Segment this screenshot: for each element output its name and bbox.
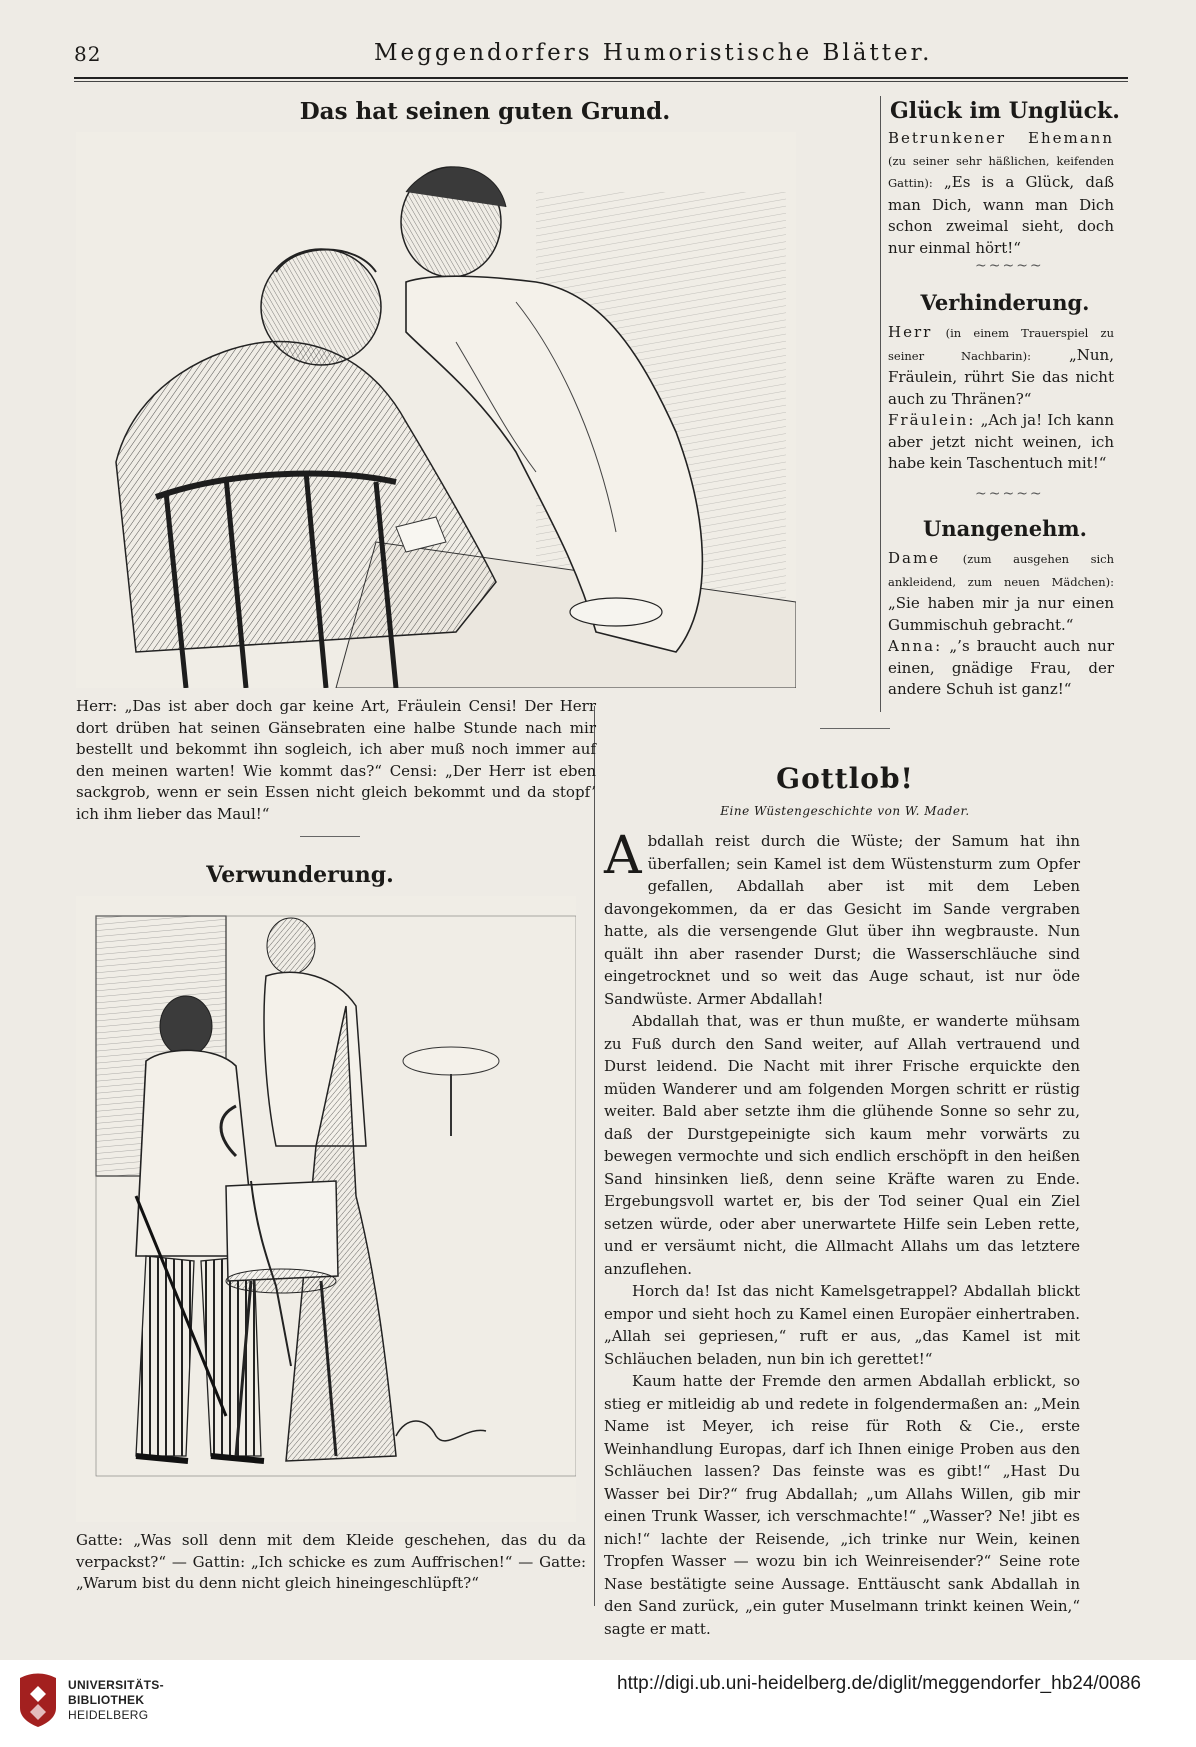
story-paragraph-2: Abdallah that, was er thun mußte, er wanderte mühsam zu Fuß durch den Sand weiter, auf Allah vertrauend und Durst leidend. Die Nacht mit ihrer Frische erquickte den müden Wanderer und am folgenden Morgen schritt er rüstig weiter. Bald aber setzte ihm die glühende Sonne so sehr zu, daß der Durstgepeinigte sich kaum mehr vorwärts zu bewegen vermochte und sich endlich erschöpft in den heißen Sand hinsinken ließ, denn seine Kräfte waren zu Ende. Ergebungsvoll wartet er, bis der Tod seiner Qual ein Ziel setzen würde, oder aber unerwartete Hilfe sein Leben rette, und er versäumt nicht, die Allmacht Allahs um das letztere anzuflehen. [604, 1012, 1080, 1278]
sidebar-item3-text1: „Sie haben mir ja nur einen Gummischuh gebracht.“ [888, 594, 1114, 634]
sidebar-separator-2: ~~~~~ [975, 486, 1044, 502]
sidebar-separator-1: ~~~~~ [975, 258, 1044, 274]
sidebar-item1-body [888, 128, 1114, 259]
story-paragraph-1: Abdallah reist durch die Wüste; der Samum hat ihn überfallen; sein Kamel ist dem Wüstensturm zum Opfer gefallen, Abdallah aber ist mit dem Leben davongekommen, da er das Gesicht im Sande vergraben hatte, als die versengende Glut über ihn wegbrauste. Nun quält ihn aber rasender Durst; die Wasserschläuche sind eingetrocknet und so weit das Auge schaut, ist nur öde Sandwüste. Armer Abdallah! [604, 826, 1080, 1008]
running-title: Meggendorfers Humoristische Blätter. [374, 40, 933, 66]
sidebar-item1-title: Glück im Unglück. [890, 98, 1120, 124]
header-rule-thin [74, 81, 1128, 82]
page-header [74, 38, 1134, 74]
source-url[interactable]: http://digi.ub.uni-heidelberg.de/diglit/meggendorfer_hb24/0086 [617, 1673, 1141, 1694]
cartoon2-illustration [76, 896, 576, 1522]
story-top-rule [820, 728, 890, 729]
cartoon1-caption: Herr: „Das ist aber doch gar keine Art, Fräulein Censi! Der Herr dort drüben hat seinen Gänsebraten eine halbe Stunde nach mir bestellt und bekommt ihn sogleich, ich aber muß noch immer auf den meinen warten! Wie kommt das?“ Censi: „Der Herr ist eben sackgrob, wenn er sein Essen nicht gleich bekommt und da stopf’ ich ihm lieber das Maul!“ [76, 697, 596, 823]
cartoon2-title: Verwunderung. [206, 862, 394, 888]
column-rule-story [594, 706, 595, 1606]
sidebar-item2-text1: „Nun, Fräulein, rührt Sie das nicht auch zu Thränen?“ [888, 345, 1114, 408]
university-seal-icon [12, 1672, 62, 1728]
sidebar-item2-body [888, 322, 1114, 475]
sidebar-item3-text2: „’s braucht auch nur einen, gnädige Frau, der andere Schuh ist ganz!“ [888, 637, 1114, 698]
library-name-line1: UNIVERSITÄTS- [68, 1678, 164, 1692]
cartoon1-title: Das hat seinen guten Grund. [299, 98, 671, 125]
page-number: 82 [74, 42, 102, 66]
sidebar-item2-stage1: (in einem Trauerspiel zu seiner Nachbarin): [888, 326, 1114, 363]
sidebar-item1-stage: (zu seiner sehr häßlichen, keifenden Gattin): [888, 153, 1114, 190]
story-dropcap: A [604, 826, 642, 886]
story-paragraph-3: Horch da! Ist das nicht Kamelsgetrappel? Abdallah blickt empor und sieht hoch zu Kamel einen Europäer einhertraben. „Allah sei gepriesen,“ ruft er aus, „das Kamel ist mit Schläuchen beladen, nun bin ich gerettet!“ [604, 1282, 1080, 1368]
sidebar-item2-text2: „Ach ja! Ich kann aber jetzt nicht weinen, ich habe kein Taschentuch mit!“ [888, 411, 1114, 472]
sidebar-item3-speaker2: Anna: [888, 637, 943, 655]
cartoon2-caption: Gatte: „Was soll denn mit dem Kleide geschehen, das du da verpackst?“ — Gattin: „Ich schicke es zum Auffrischen!“ — Gatte: „Warum bist du denn nicht gleich hineingeschlüpft?“ [76, 1531, 586, 1592]
sidebar-item3-stage1: (zum ausgehen sich ankleidend, zum neuen Mädchen): [888, 552, 1114, 589]
cartoon1-illustration [76, 132, 796, 688]
sidebar-item2-speaker1: Herr [888, 323, 933, 341]
sidebar-item3-speaker1: Dame [888, 549, 941, 567]
separator-rule [300, 836, 360, 837]
header-rule [74, 77, 1128, 79]
story-title: Gottlob! [776, 762, 914, 795]
sidebar-item1-text: „Es is a Glück, daß man Dich, wann man Dich schon zweimal sieht, doch nur einmal hört!“ [888, 173, 1114, 257]
library-name-line2: BIBLIOTHEK [68, 1693, 145, 1707]
story-paragraph-4: Kaum hatte der Fremde den armen Abdallah erblickt, so stieg er mitleidig ab und redete in folgendermaßen an: „Mein Name ist Meyer, ich reise für Roth & Cie., erste Weinhandlung Europas, darf ich Ihnen einige Proben aus den Schläuchen lassen? Das feinste was es gibt!“ „Hast Du Wasser bei Dir?“ frug Abdallah; „um Allahs Willen, gib mir einen Trunk Wasser, ich verschmachte!“ „Wasser? Ne! jibt es nich!“ lachte der Reisende, „ich trinke nur Wein, keinen Tropfen Wasser — wozu bin ich Weinreisender?“ Seine rote Nase bestätigte seine Aussage. Enttäuscht sank Abdallah in den Sand zurück, „ein guter Muselmann trinkt keinen Wein,“ sagte er matt. [604, 1372, 1080, 1638]
story-body [604, 826, 1080, 1640]
sidebar-item3-title: Unangenehm. [923, 516, 1087, 541]
library-name-line3: HEIDELBERG [68, 1708, 149, 1722]
column-rule-sidebar [880, 96, 881, 712]
story-byline: Eine Wüstengeschichte von W. Mader. [720, 804, 970, 818]
sidebar-item3-body [888, 548, 1114, 701]
sidebar-item1-speaker: Betrunkener Ehemann [888, 129, 1114, 147]
sidebar-item2-title: Verhinderung. [920, 290, 1090, 315]
sidebar-item2-speaker2: Fräulein: [888, 411, 976, 429]
